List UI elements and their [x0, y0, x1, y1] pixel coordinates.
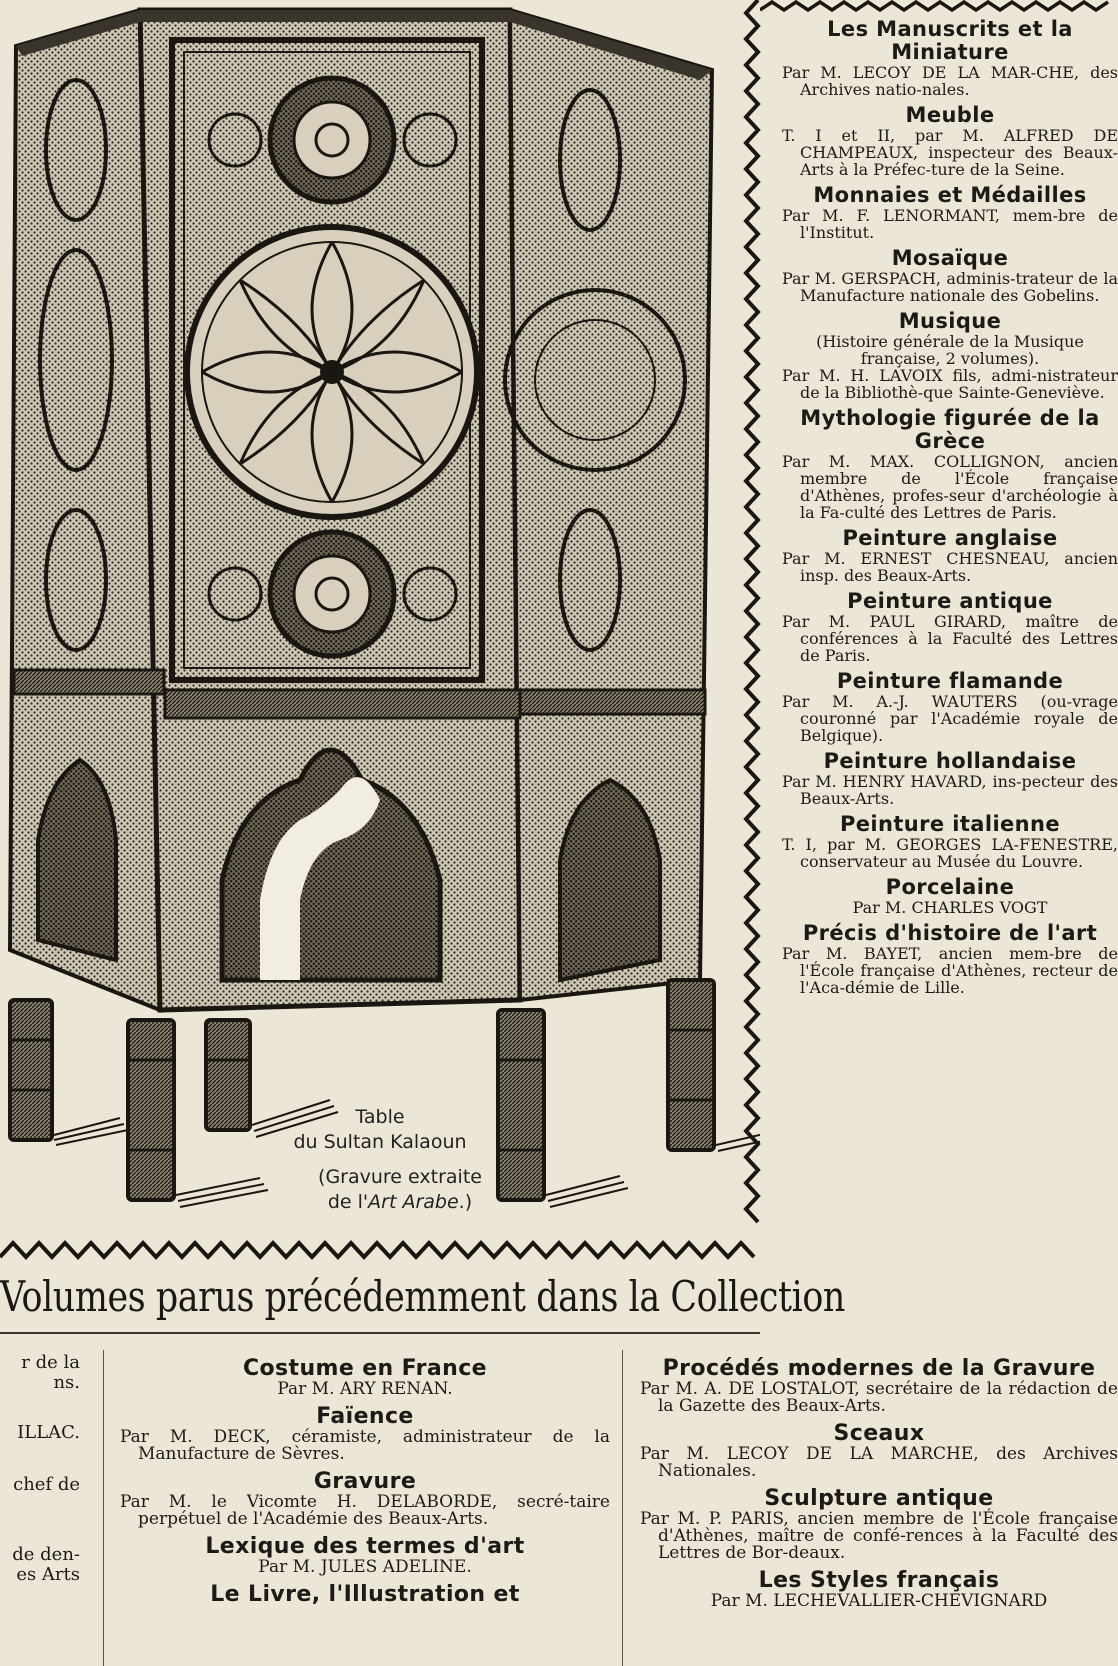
catalogue-column-bottom-right: [640, 1356, 1118, 1616]
entry-title: Peinture hollandaise: [823, 749, 1077, 773]
entry-text: Par M. BAYET, ancien mem-bre de l'École française d'Athènes, recteur de l'Aca-démie de Lille.: [782, 944, 1118, 997]
collection-banner: Volumes parus précédemment dans la Collection: [0, 1272, 845, 1321]
entry-text: Par M. A. DE LOSTALOT, secrétaire de la rédaction de la Gazette des Beaux-Arts.: [640, 1379, 1118, 1416]
entry-text: Par M. HENRY HAVARD, ins-pecteur des Beaux-Arts.: [782, 772, 1118, 808]
entry-title: Musique: [898, 309, 1002, 333]
entry-text: Par M. le Vicomte H. DELABORDE, secré-taire perpétuel de l'Académie des Beaux-Arts.: [120, 1492, 610, 1529]
zigzag-border-top: [760, 0, 1118, 12]
entry-text: Par M. PAUL GIRARD, maître de conférences à la Faculté des Lettres de Paris.: [782, 612, 1118, 665]
zigzag-border-vertical: [742, 0, 762, 1230]
caption-line-2: du Sultan Kalaoun: [293, 1131, 467, 1153]
entry-text: Par M. A.-J. WAUTERS (ou-vrage couronné par l'Académie royale de Belgique).: [782, 692, 1118, 745]
entry-title: Sculpture antique: [764, 1486, 994, 1511]
entry-text: Par M. MAX. COLLIGNON, ancien membre de l'École française d'Athènes, profes-seur d'archéologie à la Fa-culté des Lettres de Paris.: [782, 452, 1118, 522]
fragment-text: de den-: [12, 1544, 80, 1565]
bottom-left-column: [0, 1345, 100, 1666]
entry-title: Mosaïque: [891, 246, 1009, 270]
entry-title: Lexique des termes d'art: [205, 1534, 525, 1559]
entry-title: Mythologie figurée de la Grèce: [800, 406, 1100, 453]
entry-text: Par M. ERNEST CHESNEAU, ancien insp. des Beaux-Arts.: [782, 549, 1118, 585]
entry-title: Meuble: [905, 103, 995, 127]
entry-text: Par M. LECOY DE LA MARCHE, des Archives Nationales.: [640, 1444, 1118, 1481]
column-divider: [622, 1350, 623, 1666]
caption-credit: (Gravure extraite de l'Art Arabe.): [318, 1166, 482, 1213]
fragment-text: r de la: [21, 1352, 80, 1373]
entry-text: Par M. CHARLES VOGT: [852, 898, 1048, 917]
entry-text: Par M. P. PARIS, ancien membre de l'École française d'Athènes, maître de confé-rences à la Faculté des Lettres de Bor-deaux.: [640, 1509, 1118, 1563]
entry-title: Costume en France: [242, 1356, 488, 1381]
entry-title: Le Livre, l'Illustration et: [210, 1582, 520, 1607]
entry-title: Peinture italienne: [839, 812, 1061, 836]
entry-title: Peinture anglaise: [842, 526, 1058, 550]
entry-text: Par M. GERSPACH, adminis-trateur de la Manufacture nationale des Gobelins.: [782, 269, 1118, 305]
entry-text: Par M. LECOY DE LA MAR-CHE, des Archives natio-nales.: [782, 63, 1118, 99]
banner-rule: [0, 1332, 760, 1334]
entry-title: Procédés modernes de la Gravure: [662, 1356, 1096, 1381]
illustration-caption: [230, 1105, 530, 1215]
zigzag-border-horizontal: [0, 1238, 760, 1262]
entry-title: Précis d'histoire de l'art: [802, 921, 1098, 945]
entry-title: Les Manuscrits et la Miniature: [827, 17, 1073, 64]
entry-text: Par M. ARY RENAN.: [277, 1379, 453, 1399]
entry-text: Par M. DECK, céramiste, administrateur de la Manufacture de Sèvres.: [120, 1427, 610, 1464]
column-divider: [103, 1350, 104, 1666]
catalogue-column-bottom-middle: [120, 1356, 610, 1613]
entry-title: Faïence: [316, 1404, 414, 1429]
entry-text: T. I et II, par M. ALFRED DE CHAMPEAUX, inspecteur des Beaux-Arts à la Préfec-ture de la Seine.: [782, 126, 1118, 179]
entry-text: Par M. H. LAVOIX fils, admi-nistrateur de la Bibliothè-que Sainte-Geneviève.: [782, 366, 1118, 402]
entry-title: Porcelaine: [885, 875, 1015, 899]
caption-line-1: Table: [355, 1106, 405, 1128]
entry-note: (Histoire générale de la Musique française, 2 volumes).: [816, 332, 1084, 368]
entry-title: Peinture antique: [847, 589, 1053, 613]
entry-title: Monnaies et Médailles: [813, 183, 1087, 207]
entry-text: T. I, par M. GEORGES LA-FENESTRE, conservateur au Musée du Louvre.: [782, 835, 1118, 871]
entry-title: Sceaux: [833, 1421, 925, 1446]
fragment-text: ns.: [53, 1372, 80, 1393]
catalogue-column-right: [782, 18, 1118, 1002]
entry-text: Par M. F. LENORMANT, mem-bre de l'Institut.: [782, 206, 1118, 242]
entry-title: Peinture flamande: [836, 669, 1064, 693]
entry-title: Gravure: [313, 1469, 417, 1494]
fragment-text: chef de: [13, 1474, 80, 1495]
entry-title: Les Styles français: [758, 1568, 1000, 1593]
fragment-text: es Arts: [16, 1564, 80, 1585]
entry-text: Par M. LECHEVALLIER-CHEVIGNARD: [710, 1591, 1048, 1611]
fragment-text: ILLAC.: [17, 1422, 80, 1443]
entry-text: Par M. JULES ADELINE.: [258, 1557, 472, 1577]
